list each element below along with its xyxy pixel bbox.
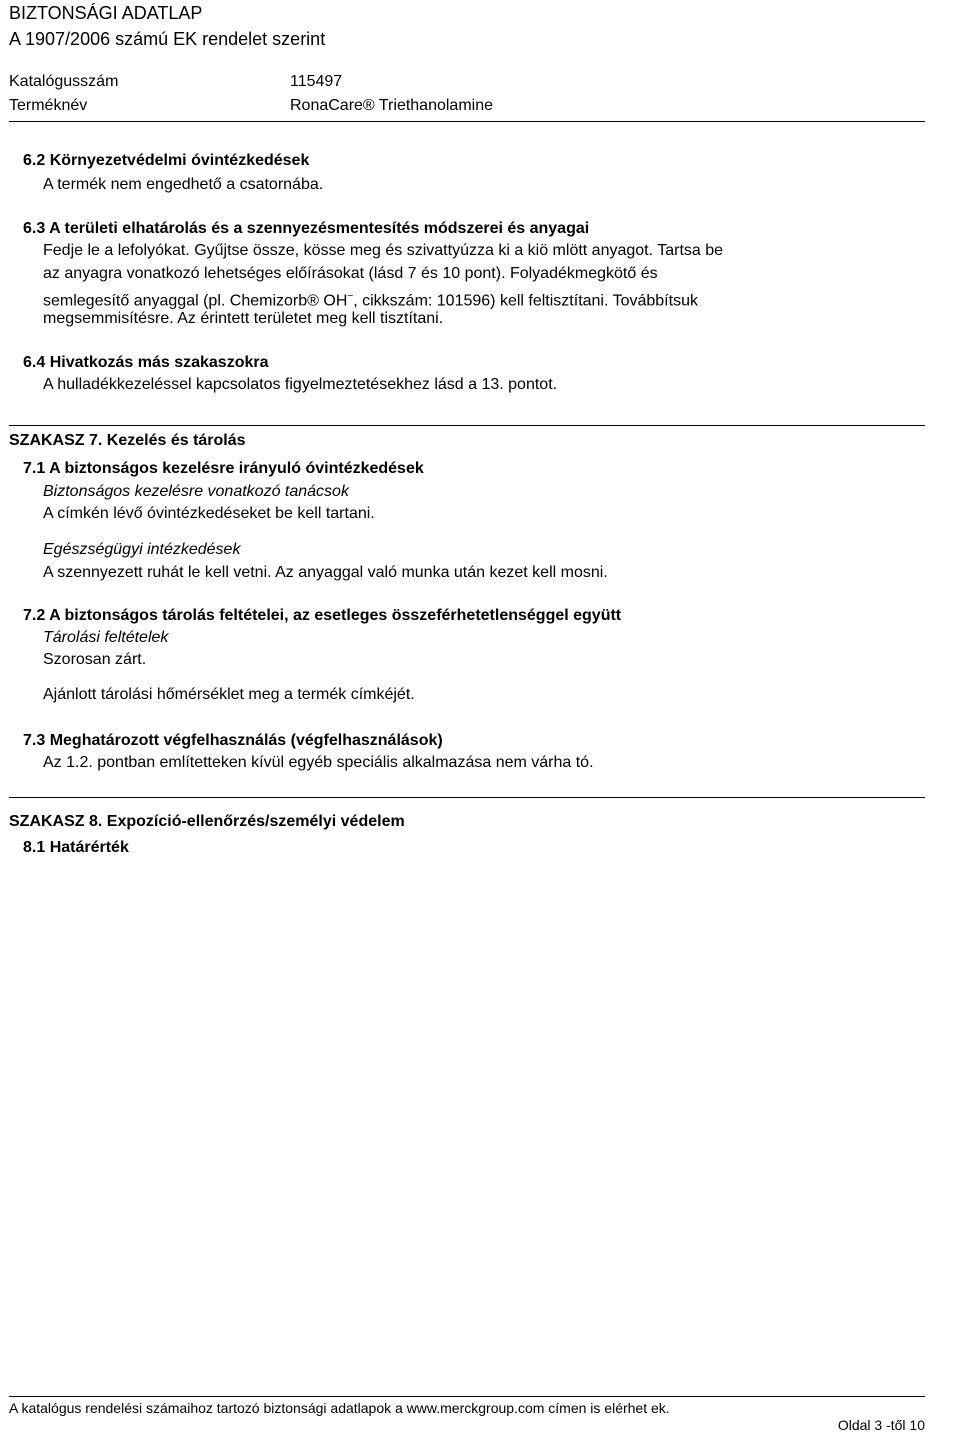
section-8-1-heading: 8.1 Határérték xyxy=(23,839,129,856)
header-divider xyxy=(9,121,925,122)
footer-note: A katalógus rendelési számaihoz tartozó biztonsági adatlapok a www.merckgroup.com címen is elérhet ek. xyxy=(9,1400,670,1416)
catalog-number-value: 115497 xyxy=(290,73,343,90)
section-6-4-text: A hulladékkezeléssel kapcsolatos figyelmeztetésekhez lásd a 13. pontot. xyxy=(43,376,558,393)
document-title: BIZTONSÁGI ADATLAP xyxy=(9,3,203,23)
product-name-value: RonaCare® Triethanolamine xyxy=(290,97,494,114)
section-7-divider xyxy=(9,425,925,426)
section-6-4-heading: 6.4 Hivatkozás más szakaszokra xyxy=(23,354,269,371)
product-name-label: Terméknév xyxy=(9,97,88,114)
section-8-divider xyxy=(9,797,925,798)
section-7-1-heading: 7.1 A biztonságos kezelésre irányuló óvintézkedések xyxy=(23,460,424,477)
section-7-2-text: Szorosan zárt. xyxy=(43,651,147,668)
section-8-heading: SZAKASZ 8. Expozíció-ellenőrzés/személyi védelem xyxy=(9,813,405,830)
section-6-3-line: Fedje le a lefolyókat. Gyűjtse össze, kösse meg és szivattyúzza ki a kiö mlött anyagot. Tartsa be xyxy=(43,242,724,259)
section-7-2-text: Ajánlott tárolási hőmérséklet meg a termék címkéjét. xyxy=(43,686,415,703)
section-6-2-heading: 6.2 Környezetvédelmi óvintézkedések xyxy=(23,152,310,169)
section-6-3-line: az anyagra vonatkozó lehetséges előírásokat (lásd 7 és 10 pont). Folyadékmegkötő és xyxy=(43,265,658,282)
section-7-1-subheading: Egészségügyi intézkedések xyxy=(43,541,241,558)
section-7-3-heading: 7.3 Meghatározott végfelhasználás (végfelhasználások) xyxy=(23,732,443,749)
section-6-3-heading: 6.3 A területi elhatárolás és a szennyezésmentesítés módszerei és anyagai xyxy=(23,220,590,237)
section-6-3-line xyxy=(43,287,698,311)
section-7-heading: SZAKASZ 7. Kezelés és tárolás xyxy=(9,432,246,449)
section-7-1-text: A szennyezett ruhát le kell vetni. Az anyaggal való munka után kezet kell mosni. xyxy=(43,564,608,581)
page-number: Oldal 3 -től 10 xyxy=(837,1417,925,1433)
section-6-2-text: A termék nem engedhető a csatornába. xyxy=(43,176,324,193)
footer-divider xyxy=(9,1396,925,1397)
section-7-2-heading: 7.2 A biztonságos tárolás feltételei, az esetleges összeférhetetlenséggel együtt xyxy=(23,607,622,624)
document-subtitle: A 1907/2006 számú EK rendelet szerint xyxy=(9,29,326,49)
section-7-3-text: Az 1.2. pontban említetteken kívül egyéb speciális alkalmazása nem várha tó. xyxy=(43,754,594,771)
section-7-2-subheading: Tárolási feltételek xyxy=(43,629,169,646)
catalog-number-label: Katalógusszám xyxy=(9,73,119,90)
section-6-3-line-part: , cikkszám: 101596) kell feltisztítani. Továbbítsuk xyxy=(353,292,698,310)
superscript-minus: − xyxy=(347,291,354,302)
section-6-3-line: megsemmisítésre. Az érintett területet meg kell tisztítani. xyxy=(43,310,444,327)
section-6-3-line-part: semlegesítő anyaggal (pl. Chemizorb® OH xyxy=(43,292,348,310)
section-7-1-subheading: Biztonságos kezelésre vonatkozó tanácsok xyxy=(43,483,349,500)
section-7-1-text: A címkén lévő óvintézkedéseket be kell tartani. xyxy=(43,505,375,522)
